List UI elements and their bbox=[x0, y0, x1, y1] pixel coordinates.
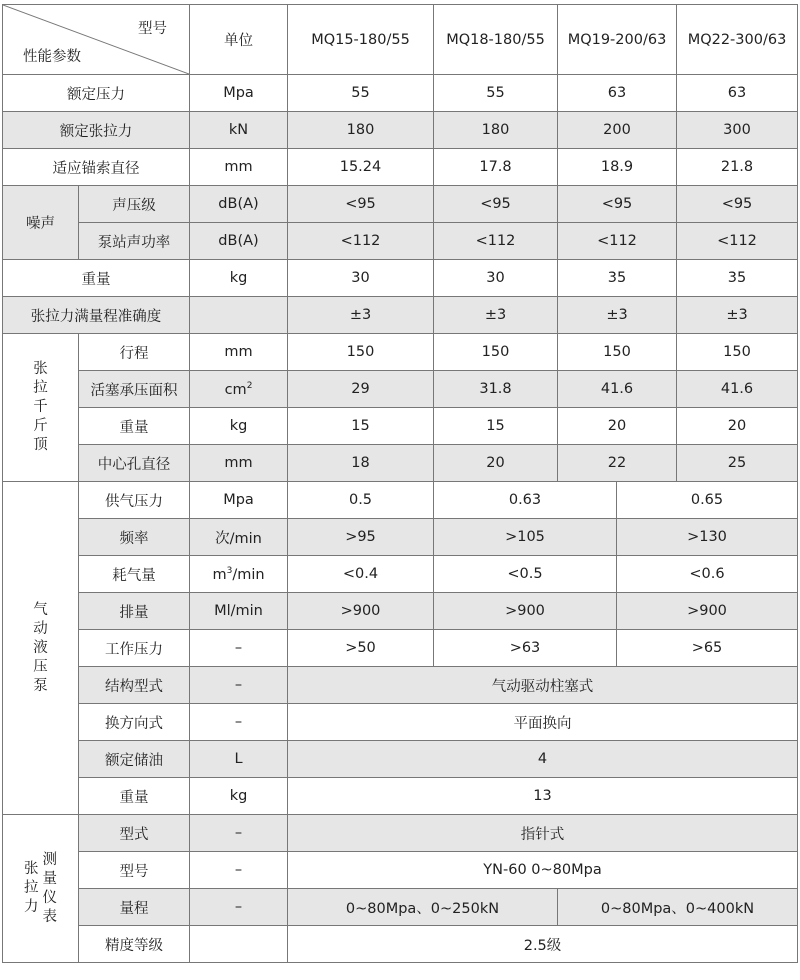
header-row bbox=[3, 5, 798, 75]
unit-cell bbox=[190, 556, 288, 593]
value-cell: <95 bbox=[434, 186, 558, 223]
group-label-char: 仪 bbox=[42, 889, 57, 906]
param-label: 额定张拉力 bbox=[3, 112, 190, 149]
value-cell: <112 bbox=[558, 223, 677, 260]
value-cell: 55 bbox=[434, 75, 558, 112]
value-cell: <0.6 bbox=[617, 556, 798, 593]
value-cell: <112 bbox=[677, 223, 798, 260]
unit-cell: Mpa bbox=[190, 75, 288, 112]
value-cell: 31.8 bbox=[434, 371, 558, 408]
value-cell: 41.6 bbox=[558, 371, 677, 408]
value-cell: <95 bbox=[677, 186, 798, 223]
group-label-char: 千 bbox=[33, 399, 48, 415]
value-cell: >65 bbox=[617, 630, 798, 667]
row-gauge-range bbox=[3, 889, 798, 926]
param-label: 工作压力 bbox=[79, 630, 190, 667]
param-label: 排量 bbox=[79, 593, 190, 630]
value-cell: 0.5 bbox=[288, 482, 434, 519]
row-cable-diameter bbox=[3, 149, 798, 186]
value-cell: 150 bbox=[677, 334, 798, 371]
group-label-jack bbox=[3, 334, 79, 482]
param-label: 张拉力满量程准确度 bbox=[3, 297, 190, 334]
row-rated-tension bbox=[3, 112, 798, 149]
param-label: 活塞承压面积 bbox=[79, 371, 190, 408]
param-label: 换方向式 bbox=[79, 704, 190, 741]
param-label: 重量 bbox=[79, 778, 190, 815]
value-cell: 4 bbox=[288, 741, 798, 778]
value-cell: 18 bbox=[288, 445, 434, 482]
value-cell: >130 bbox=[617, 519, 798, 556]
model-header-4: MQ22-300/63 bbox=[677, 5, 798, 75]
group-label-char: 力 bbox=[24, 899, 39, 915]
value-cell: <112 bbox=[434, 223, 558, 260]
param-label: 结构型式 bbox=[79, 667, 190, 704]
value-cell: 15 bbox=[288, 408, 434, 445]
group-label-right bbox=[43, 851, 58, 927]
value-cell: <95 bbox=[288, 186, 434, 223]
value-cell: 21.8 bbox=[677, 149, 798, 186]
param-label: 重量 bbox=[79, 408, 190, 445]
row-rated-pressure bbox=[3, 75, 798, 112]
value-cell: >95 bbox=[288, 519, 434, 556]
group-label-left bbox=[24, 860, 39, 917]
row-pump-displacement bbox=[3, 593, 798, 630]
group-label-char: 斤 bbox=[33, 418, 48, 434]
row-pump-weight bbox=[3, 778, 798, 815]
value-cell: 150 bbox=[288, 334, 434, 371]
unit-cell bbox=[190, 297, 288, 334]
unit-cell: L bbox=[190, 741, 288, 778]
unit-cell bbox=[190, 926, 288, 963]
value-cell: 41.6 bbox=[677, 371, 798, 408]
row-pump-air-consumption bbox=[3, 556, 798, 593]
unit-cell: kg bbox=[190, 260, 288, 297]
value-cell: 指针式 bbox=[288, 815, 798, 852]
value-cell: 20 bbox=[558, 408, 677, 445]
spec-table bbox=[2, 4, 798, 963]
value-cell: 25 bbox=[677, 445, 798, 482]
value-cell: 180 bbox=[434, 112, 558, 149]
unit-cell: – bbox=[190, 667, 288, 704]
unit-cell: dB(A) bbox=[190, 223, 288, 260]
unit-cell: Ml/min bbox=[190, 593, 288, 630]
unit-cell: – bbox=[190, 852, 288, 889]
group-label-char: 张 bbox=[33, 361, 48, 377]
row-jack-weight bbox=[3, 408, 798, 445]
value-cell: 0~80Mpa、0~250kN bbox=[288, 889, 558, 926]
value-cell: >105 bbox=[434, 519, 617, 556]
row-pump-frequency bbox=[3, 519, 798, 556]
value-cell: <0.5 bbox=[434, 556, 617, 593]
row-noise-spl bbox=[3, 186, 798, 223]
param-header-label: 性能参数 bbox=[23, 49, 81, 65]
unit-text: /min bbox=[232, 566, 265, 583]
group-label-char: 动 bbox=[33, 620, 48, 637]
value-cell: 150 bbox=[558, 334, 677, 371]
param-label: 型式 bbox=[79, 815, 190, 852]
value-cell: 0~80Mpa、0~400kN bbox=[558, 889, 798, 926]
value-cell: 18.9 bbox=[558, 149, 677, 186]
value-cell: >50 bbox=[288, 630, 434, 667]
param-label: 声压级 bbox=[79, 186, 190, 223]
unit-cell: – bbox=[190, 630, 288, 667]
model-header-1: MQ15-180/55 bbox=[288, 5, 434, 75]
value-cell: 平面换向 bbox=[288, 704, 798, 741]
row-pump-air-pressure bbox=[3, 482, 798, 519]
unit-superscript: 2 bbox=[246, 380, 253, 391]
group-label-char: 气 bbox=[33, 601, 48, 618]
unit-cell: – bbox=[190, 889, 288, 926]
value-cell: ±3 bbox=[677, 297, 798, 334]
row-weight bbox=[3, 260, 798, 297]
unit-text: m bbox=[212, 566, 227, 583]
value-cell: 气动驱动柱塞式 bbox=[288, 667, 798, 704]
row-pump-structure bbox=[3, 667, 798, 704]
value-cell: ±3 bbox=[558, 297, 677, 334]
value-cell: 63 bbox=[558, 75, 677, 112]
unit-cell: – bbox=[190, 815, 288, 852]
group-label-char: 液 bbox=[33, 639, 48, 656]
value-cell: <0.4 bbox=[288, 556, 434, 593]
row-pump-work-pressure bbox=[3, 630, 798, 667]
value-cell: >63 bbox=[434, 630, 617, 667]
value-cell: 2.5级 bbox=[288, 926, 798, 963]
param-label: 额定储油 bbox=[79, 741, 190, 778]
unit-cell: – bbox=[190, 704, 288, 741]
param-label: 频率 bbox=[79, 519, 190, 556]
unit-cell: mm bbox=[190, 149, 288, 186]
model-header-2: MQ18-180/55 bbox=[434, 5, 558, 75]
unit-cell: mm bbox=[190, 445, 288, 482]
value-cell: ±3 bbox=[434, 297, 558, 334]
value-cell: 35 bbox=[558, 260, 677, 297]
value-cell: 30 bbox=[434, 260, 558, 297]
value-cell: 150 bbox=[434, 334, 558, 371]
model-header-3: MQ19-200/63 bbox=[558, 5, 677, 75]
value-cell: 29 bbox=[288, 371, 434, 408]
model-header-label: 型号 bbox=[138, 21, 167, 37]
diagonal-header-cell bbox=[3, 5, 190, 75]
value-cell: 15 bbox=[434, 408, 558, 445]
unit-cell: kg bbox=[190, 778, 288, 815]
unit-cell: kN bbox=[190, 112, 288, 149]
group-label-char: 泵 bbox=[33, 677, 48, 694]
param-label: 供气压力 bbox=[79, 482, 190, 519]
param-label: 额定压力 bbox=[3, 75, 190, 112]
group-label-pump bbox=[3, 482, 79, 815]
value-cell: >900 bbox=[288, 593, 434, 630]
value-cell: 200 bbox=[558, 112, 677, 149]
group-label-char: 拉 bbox=[33, 380, 48, 396]
value-cell: 300 bbox=[677, 112, 798, 149]
unit-superscript: 3 bbox=[226, 565, 233, 576]
group-label-char: 张 bbox=[24, 861, 39, 877]
row-jack-hole bbox=[3, 445, 798, 482]
unit-cell: dB(A) bbox=[190, 186, 288, 223]
unit-header: 单位 bbox=[190, 5, 288, 75]
param-label: 重量 bbox=[3, 260, 190, 297]
row-gauge-model bbox=[3, 852, 798, 889]
param-label: 泵站声功率 bbox=[79, 223, 190, 260]
value-cell: YN-60 0~80Mpa bbox=[288, 852, 798, 889]
param-label: 适应锚索直径 bbox=[3, 149, 190, 186]
value-cell: 0.63 bbox=[434, 482, 617, 519]
group-label-char: 压 bbox=[33, 658, 48, 675]
group-label-char: 表 bbox=[42, 908, 57, 925]
value-cell: 35 bbox=[677, 260, 798, 297]
value-cell: 180 bbox=[288, 112, 434, 149]
row-gauge-type bbox=[3, 815, 798, 852]
group-label-char: 测 bbox=[42, 851, 57, 868]
value-cell: 15.24 bbox=[288, 149, 434, 186]
value-cell: >900 bbox=[434, 593, 617, 630]
row-jack-stroke bbox=[3, 334, 798, 371]
param-label: 耗气量 bbox=[79, 556, 190, 593]
row-jack-area bbox=[3, 371, 798, 408]
row-pump-oil bbox=[3, 741, 798, 778]
param-label: 中心孔直径 bbox=[79, 445, 190, 482]
value-cell: 30 bbox=[288, 260, 434, 297]
group-label-gauge bbox=[3, 815, 79, 963]
row-pump-reversing bbox=[3, 704, 798, 741]
unit-cell: mm bbox=[190, 334, 288, 371]
row-accuracy bbox=[3, 297, 798, 334]
row-noise-swl bbox=[3, 223, 798, 260]
value-cell: 13 bbox=[288, 778, 798, 815]
value-cell: 55 bbox=[288, 75, 434, 112]
value-cell: >900 bbox=[617, 593, 798, 630]
param-label: 型号 bbox=[79, 852, 190, 889]
group-label-char: 顶 bbox=[33, 437, 48, 453]
value-cell: 22 bbox=[558, 445, 677, 482]
unit-cell: Mpa bbox=[190, 482, 288, 519]
value-cell: 63 bbox=[677, 75, 798, 112]
param-label: 行程 bbox=[79, 334, 190, 371]
row-gauge-grade bbox=[3, 926, 798, 963]
group-label-noise: 噪声 bbox=[3, 186, 79, 260]
unit-cell: 次/min bbox=[190, 519, 288, 556]
value-cell: 20 bbox=[434, 445, 558, 482]
group-label-char: 量 bbox=[42, 870, 57, 887]
unit-cell: kg bbox=[190, 408, 288, 445]
value-cell: 20 bbox=[677, 408, 798, 445]
value-cell: 0.65 bbox=[617, 482, 798, 519]
value-cell: ±3 bbox=[288, 297, 434, 334]
value-cell: <95 bbox=[558, 186, 677, 223]
group-label-char: 拉 bbox=[24, 880, 39, 896]
param-label: 量程 bbox=[79, 889, 190, 926]
value-cell: <112 bbox=[288, 223, 434, 260]
unit-cell bbox=[190, 371, 288, 408]
value-cell: 17.8 bbox=[434, 149, 558, 186]
unit-text: cm bbox=[224, 381, 247, 398]
param-label: 精度等级 bbox=[79, 926, 190, 963]
